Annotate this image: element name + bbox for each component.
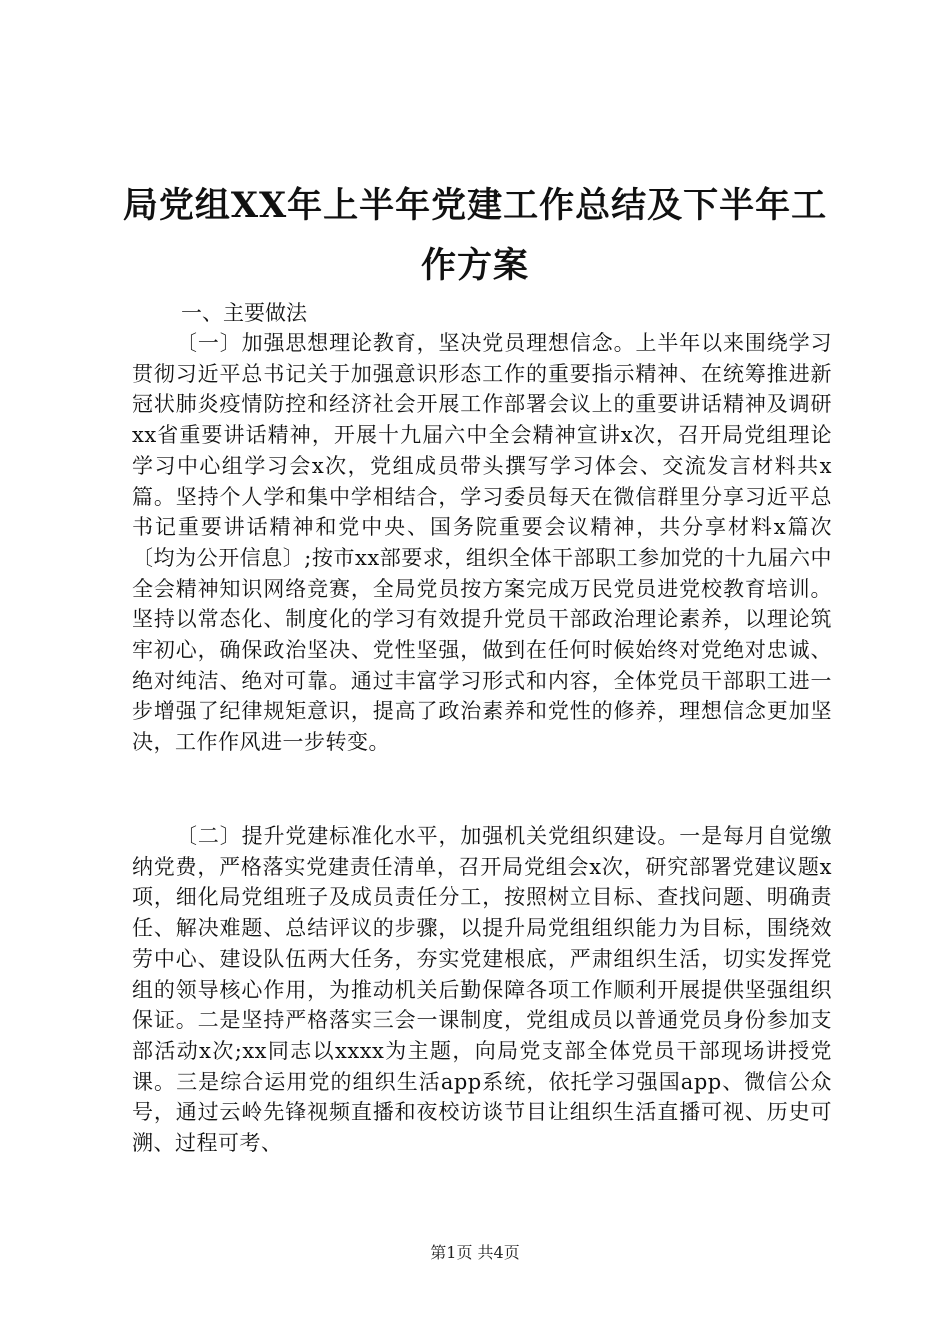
page-footer: 第1页 共4页 bbox=[430, 1243, 520, 1262]
document-title: 局党组XX年上半年党建工作总结及下半年工作方案 bbox=[122, 185, 828, 286]
paragraph-1: 〔一〕加强思想理论教育，坚决党员理想信念。上半年以来围绕学习贯彻习近平总书记关于加强意识形态工作的重要指示精神、在统筹推进新冠状肺炎疫情防控和经济社会开展工作部署会议上的重要讲话精神及调研xx省重要讲话精神，开展十九届六中全会精神宣讲x次，召开局党组理论学习中心组学习会x次，党组成员带头撰写学习体会、交流发言材料共x篇。坚持个人学和集中学相结合，学习委员每天在微信群里分享习近平总书记重要讲话精神和党中央、国务院重要会议精神，共分享材料x篇次〔均为公开信息〕;按市xx部要求，组织全体干部职工参加党的十九届六中全会精神知识网络竞赛，全局党员按方案完成万民党员进党校教育培训。坚持以常态化、制度化的学习有效提升党员干部政治理论素养，以理论筑牢初心，确保政治坚决、党性坚强，做到在任何时候始终对党绝对忠诚、绝对纯洁、绝对可靠。通过丰富学习形式和内容，全体党员干部职工进一步增强了纪律规矩意识，提高了政治素养和党性的修养，理想信念更加坚决，工作作风进一步转变。 bbox=[132, 331, 832, 755]
section-heading: 一、主要做法 bbox=[181, 301, 307, 325]
paragraph-2: 〔二〕提升党建标准化水平，加强机关党组织建设。一是每月自觉缴纳党费，严格落实党建责任清单，召开局党组会x次，研究部署党建议题x项，细化局党组班子及成员责任分工，按照树立目标、查找问题、明确责任、解决难题、总结评议的步骤，以提升局党组组织能力为目标，围绕效劳中心、建设队伍两大任务，夯实党建根底，严肃组织生活，切实发挥党组的领导核心作用，为推动机关后勤保障各项工作顺利开展提供坚强组织保证。二是坚持严格落实三会一课制度，党组成员以普通党员身份参加支部活动x次;xx同志以xxxx为主题，向局党支部全体党员干部现场讲授党课。三是综合运用党的组织生活app系统，依托学习强国app、微信公众号，通过云岭先锋视频直播和夜校访谈节目让组织生活直播可视、历史可溯、过程可考、 bbox=[132, 824, 832, 1156]
